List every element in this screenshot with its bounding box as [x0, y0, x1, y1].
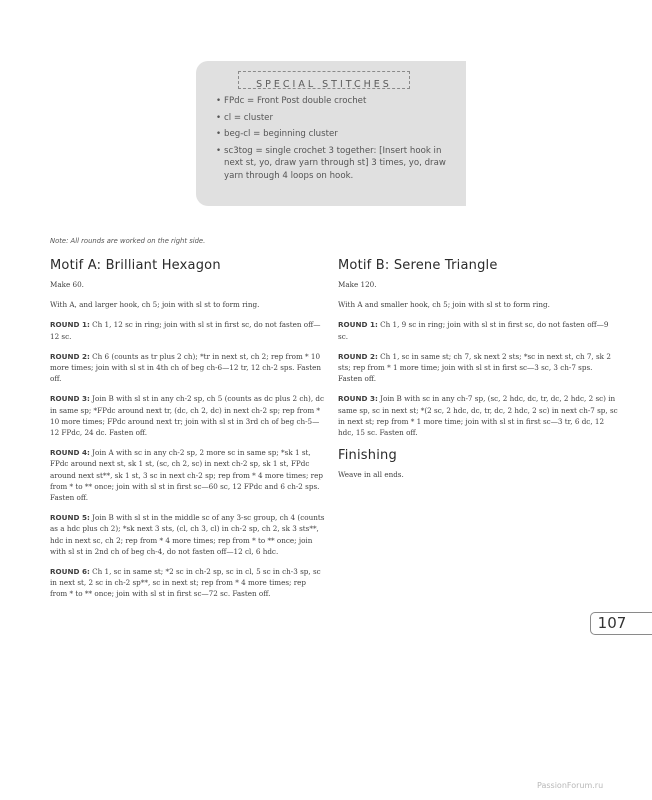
motif-b-make: Make 120.: [338, 280, 377, 289]
stitch-item: • FPdc = Front Post double crochet: [216, 95, 451, 108]
round-text: Join B with sc in any ch-7 sp, (sc, 2 hdc, dc, tr, dc, 2 hdc, 2 sc) in same sp, sc in next st; *(2 sc, 2 hdc, dc, tr, dc, 2 hdc, 2 sc) in next ch-7 sp, sc in next st; rep from * 1 more time; join with sl st in first sc—3 tr, 6 dc, 12 hdc, 15 sc. Fasten off.: [338, 394, 618, 438]
motif-b-setup: With A and smaller hook, ch 5; join with sl st to form ring.: [338, 300, 550, 310]
round-paragraph: [50, 351, 325, 385]
round-text: Ch 6 (counts as tr plus 2 ch); *tr in next st, ch 2; rep from * 10 more times; join with sl st in 4th ch of beg ch-6—12 tr, 12 ch-2 sps. Fasten off.: [50, 351, 321, 384]
round-label: ROUND 5:: [50, 513, 90, 523]
round-text: Ch 1, sc in same st; ch 7, sk next 2 sts; *sc in next st, ch 7, sk 2 sts; rep from * 1 more time; join with sl st in first sc—3 sc, 3 ch-7 sps. Fasten off.: [338, 351, 611, 384]
finishing-text: Weave in all ends.: [338, 470, 404, 480]
special-stitches-list: [216, 95, 451, 186]
rounds-note: Note: All rounds are worked on the right side.: [50, 237, 206, 245]
round-label: ROUND 2:: [50, 351, 90, 361]
page-number: 107: [597, 614, 627, 632]
motif-b-heading: Motif B: Serene Triangle: [338, 258, 498, 273]
motif-a-setup: With A, and larger hook, ch 5; join with sl st to form ring.: [50, 300, 260, 310]
round-label: ROUND 1:: [50, 320, 90, 330]
round-text: Ch 1, 12 sc in ring; join with sl st in first sc, do not fasten off—12 sc.: [50, 320, 321, 341]
round-paragraph: [50, 512, 325, 557]
round-label: ROUND 1:: [338, 320, 378, 330]
round-text: Join B with sl st in the middle sc of any 3-sc group, ch 4 (counts as a hdc plus ch 2); *sk next 3 sts, (cl, ch 3, cl) in ch-2 sp, ch 2, sk 3 sts**, hdc in next sc, ch 2; rep from * 4 more times; rep from * to ** once; join with sl st in 2nd ch of beg ch-4, do not fasten off—12 cl, 6 hdc.: [50, 513, 325, 556]
round-paragraph: [338, 393, 618, 438]
special-stitches-box: [196, 61, 466, 206]
motif-a-heading: Motif A: Brilliant Hexagon: [50, 258, 221, 273]
round-label: ROUND 3:: [50, 394, 90, 404]
round-text: Ch 1, sc in same st; *2 sc in ch-2 sp, sc in cl, 5 sc in ch-3 sp, sc in next st, 2 sc in ch-2 sp**, sc in next st; rep from * 4 more times; rep from * to ** once; join with sl st in first sc—72 sc. Fasten off.: [50, 567, 321, 599]
stitch-item: • beg-cl = beginning cluster: [216, 128, 451, 141]
motif-a-section: [50, 258, 325, 609]
motif-a-make: Make 60.: [50, 280, 84, 289]
watermark: PassionForum.ru: [537, 781, 604, 790]
special-stitches-title-frame: [238, 71, 410, 89]
finishing-heading: Finishing: [338, 448, 397, 464]
page-number-tab: [590, 612, 652, 635]
special-stitches-title: SPECIAL STITCHES: [256, 79, 392, 90]
round-paragraph: [338, 319, 618, 341]
round-text: Join B with sl st in any ch-2 sp, ch 5 (counts as dc plus 2 ch), dc in same sp; *FPdc around next tr, (dc, ch 2, dc) in next ch-2 sp; rep from * 10 more times; FPdc around next tr; join with sl st in 3rd ch of beg ch-5—12 FPdc, 24 dc. Fasten off.: [50, 394, 325, 438]
round-paragraph: [50, 393, 325, 438]
round-paragraph: [50, 566, 325, 600]
motif-b-section: [338, 258, 618, 489]
round-paragraph: [338, 351, 618, 385]
round-text: Ch 1, 9 sc in ring; join with sl st in first sc, do not fasten off—9 sc.: [338, 320, 609, 341]
round-label: ROUND 6:: [50, 567, 90, 577]
round-paragraph: [50, 447, 325, 503]
round-label: ROUND 2:: [338, 351, 378, 361]
stitch-item: • sc3tog = single crochet 3 together: [Insert hook in next st, yo, draw yarn through st] 3 times, yo, draw yarn through 4 loops on hook.: [216, 145, 451, 183]
round-label: ROUND 3:: [338, 394, 378, 404]
round-paragraph: [50, 319, 325, 341]
round-label: ROUND 4:: [50, 448, 90, 458]
round-text: Join A with sc in any ch-2 sp, 2 more sc in same sp; *sk 1 st, FPdc around next st, sk 1 st, (sc, ch 2, sc) in next ch-2 sp, sk 1 st, FPdc around next st**, sk 1 st, 3 sc in next ch-2 sp; rep from * 4 more times; rep from * to ** once; join with sl st in first sc—60 sc, 12 FPdc and 6 ch-2 sps. Fasten off.: [50, 448, 323, 503]
stitch-item: • cl = cluster: [216, 112, 451, 125]
